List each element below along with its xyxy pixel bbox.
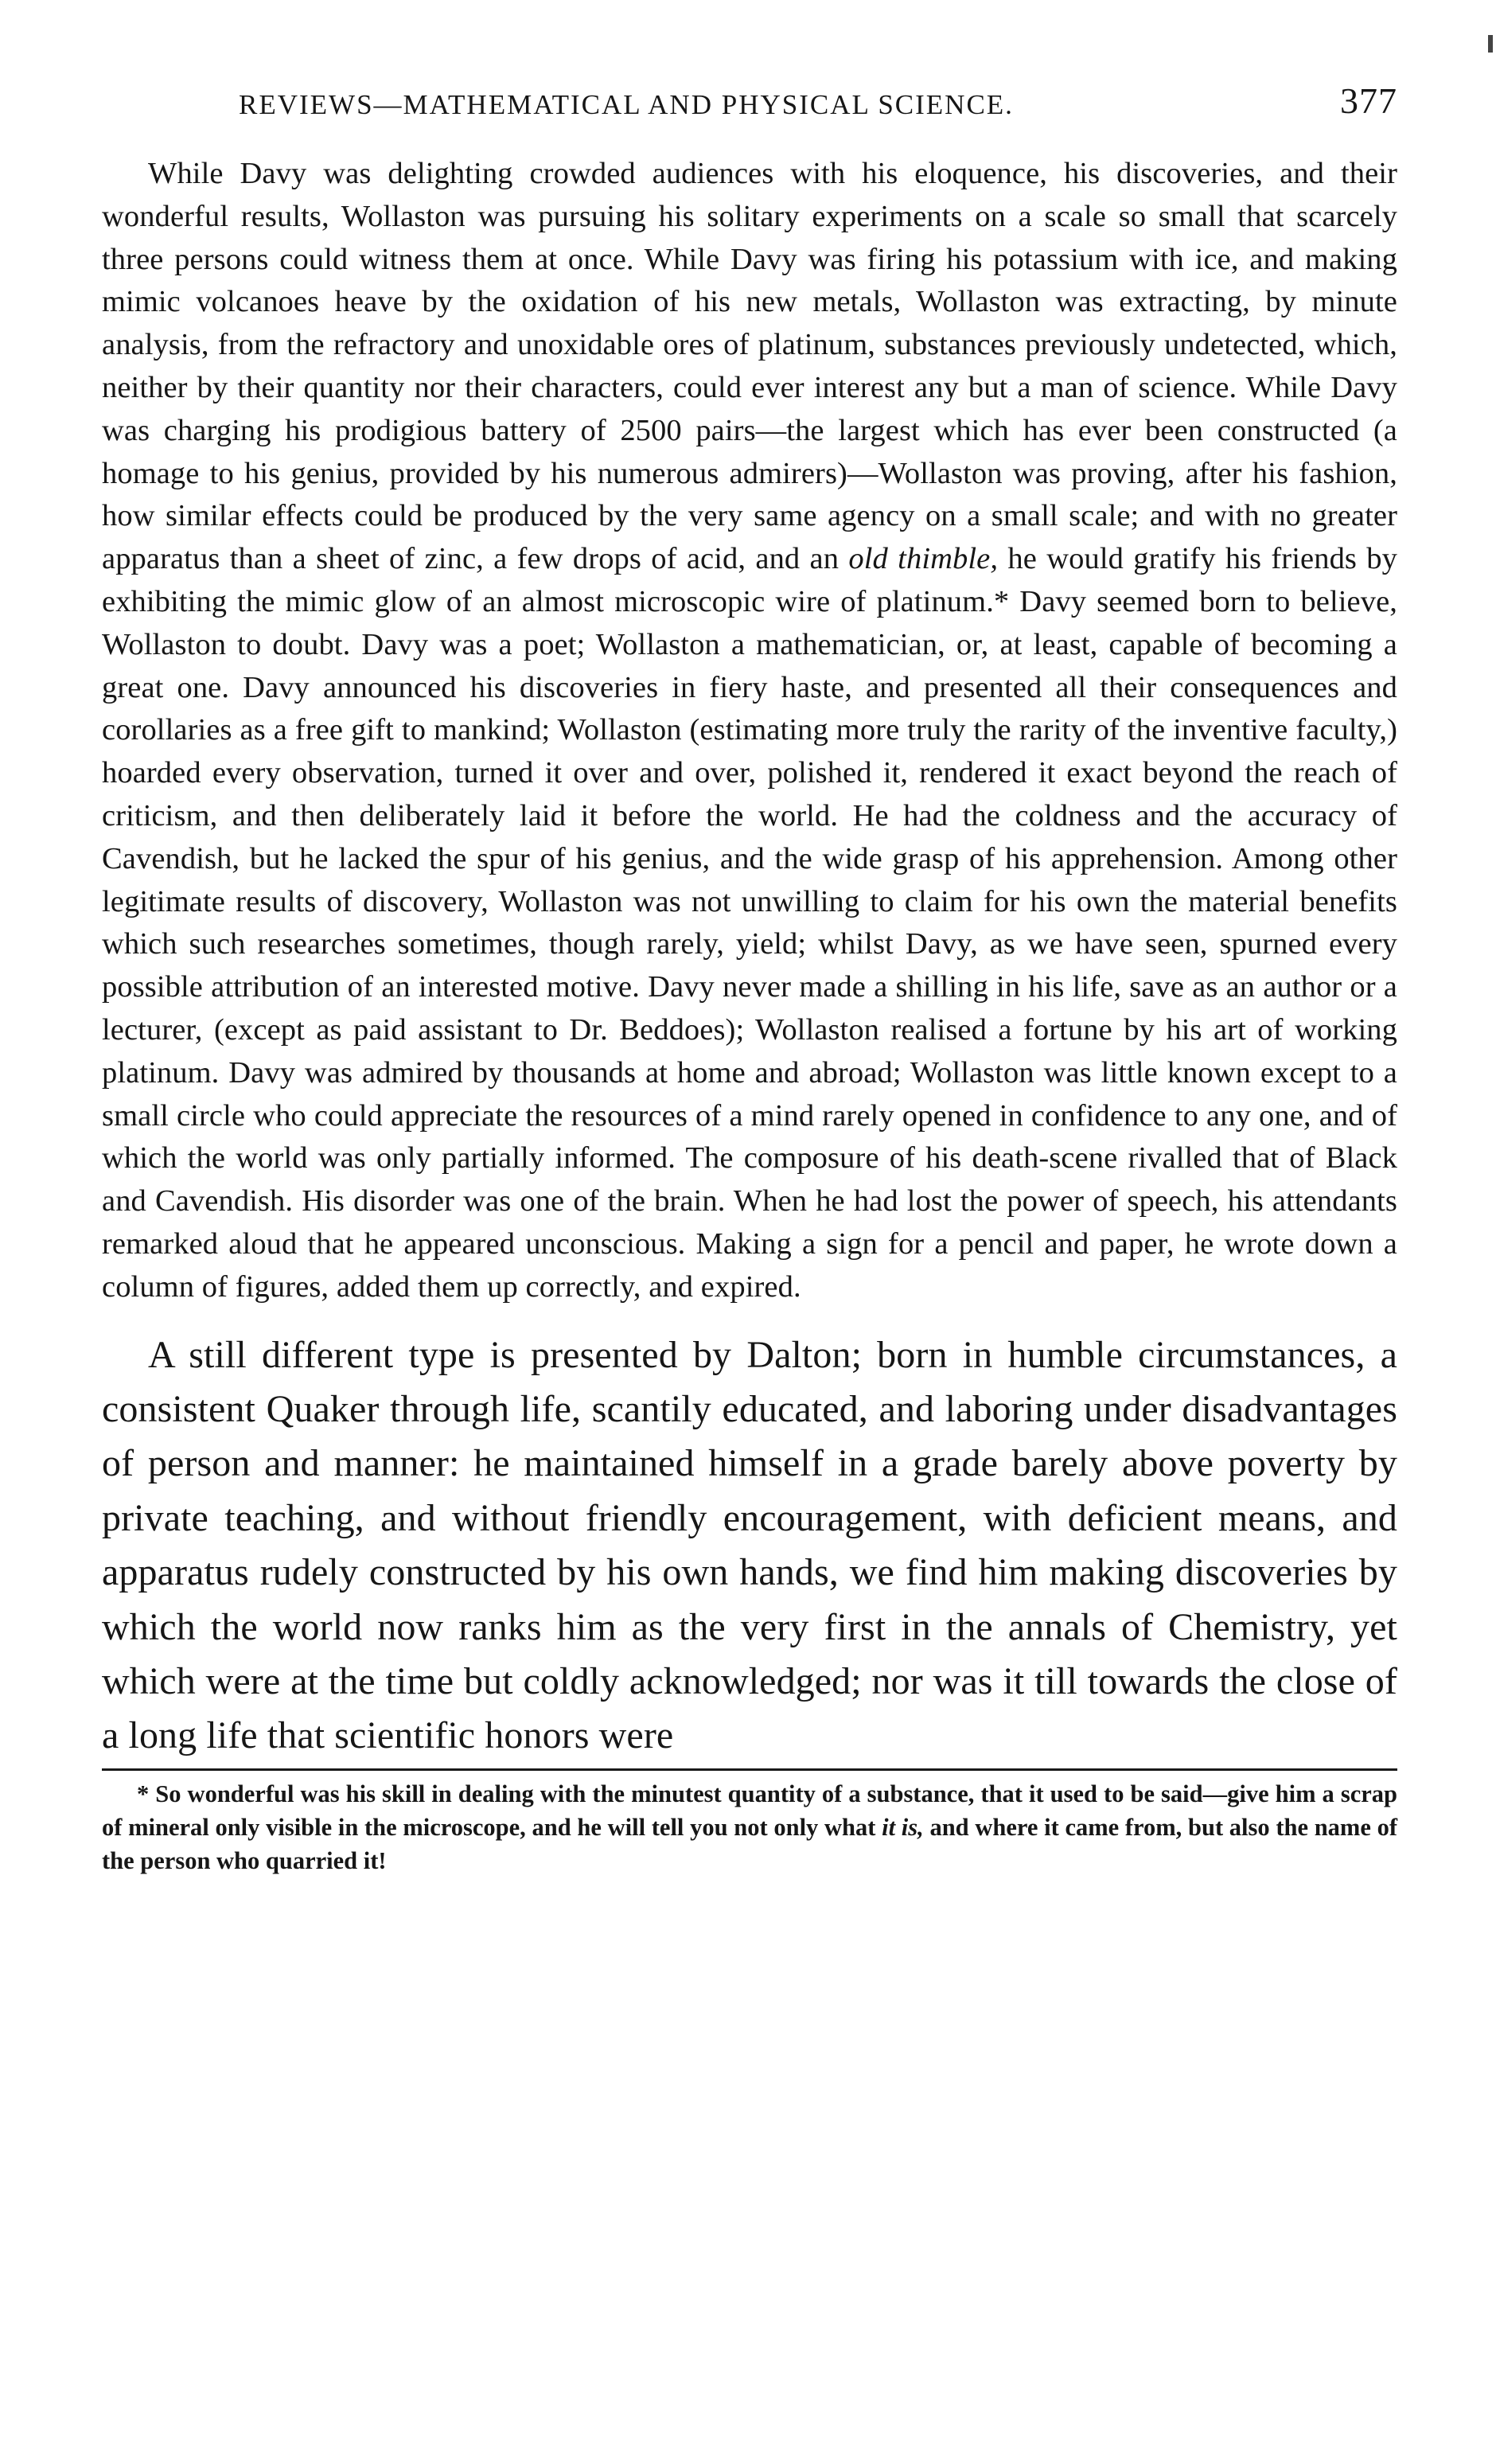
paragraph-text-continued: he would gratify his friends by exhibiting the mimic glow of an almost microscopic wire of platinum.* Davy seemed born to believe, Wollaston to doubt. Davy was a poet; Wollaston a mathematician, or, at least, capable of becoming a great one. Davy announced his discoveries in fiery haste, and presented all their consequences and corollaries as a free gift to mankind; Wollaston (estimating more truly the rarity of the inventive faculty,) hoarded every observation, turned it over and over, polished it, rendered it exact beyond the reach of criticism, and then deliberately laid it before the world. He had the coldness and the accuracy of Cavendish, but he lacked the spur of his genius, and the wide grasp of his apprehension. Among other legitimate results of discovery, Wollaston was not unwilling to claim for his own the material benefits which such researches sometimes, though rarely, yield; whilst Davy, as we have seen, spurned every possible attribution of an interested motive. Davy never made a shilling in his life, save as an author or a lecturer, (except as paid assistant to Dr. Beddoes); Wollaston realised a fortune by his art of working platinum. Davy was admired by thousands at home and abroad; Wollaston was little known except to a small circle who could appreciate the resources of a mind rarely opened in confidence to any one, and of which the world was only partially informed. The composure of his death-scene rivalled that of Black and Cavendish. His disorder was one of the brain. When he had lost the power of speech, his attendants remarked aloud that he appeared unconscious. Making a sign for a pencil and paper, he wrote down a column of figures, added them up correctly, and expired. <box>102 542 1397 1304</box>
paragraph-text: While Davy was delighting crowded audiences with his eloquence, his discoveries, and their wonderful results, Wollaston was pursuing his solitary experiments on a scale so small that scarcely three persons could witness them at once. While Davy was firing his potassium with ice, and making mimic volcanoes heave by the oxidation of his new metals, Wollaston was extracting, by minute analysis, from the refractory and unoxidable ores of platinum, substances previously undetected, which, neither by their quantity nor their characters, could ever interest any but a man of science. While Davy was charging his prodigious battery of 2500 pairs—the largest which has ever been constructed (a homage to his genius, provided by his numerous admirers)—Wollaston was proving, after his fashion, how similar effects could be produced by the very same agency on a small scale; and with no greater apparatus than a sheet of zinc, a few drops of acid, and an <box>102 157 1397 576</box>
footnote-text: * So wonderful was his skill in dealing with the minutest quantity of a substance, that it used to be said—give him a scrap of mineral only visible in the microscope, and he will tell you not only what <box>102 1780 1397 1841</box>
footnote-italic: it is, <box>882 1813 924 1841</box>
paragraph-dalton: A still different type is presented by Dalton; born in humble circumstances, a consistent Quaker through life, scantily educated, and laboring under disadvantages of person and manner: he maintained himself in a grade barely above poverty by private teaching, and without friendly encouragement, with deficient means, and apparatus rudely constructed by his own hands, we find him making discoveries by which the world now ranks him as the very first in the annals of Chemistry, yet which were at the time but coldly acknowledged; nor was it till towards the close of a long life that scientific honors were <box>102 1333 1397 1757</box>
running-head <box>102 76 1397 124</box>
footnote <box>102 1777 1397 1877</box>
italic-phrase: old thimble, <box>848 542 999 576</box>
page-number: 377 <box>1340 80 1397 121</box>
footnote-rule <box>102 1768 1397 1771</box>
page-edge-mark <box>1488 35 1493 53</box>
running-title: REVIEWS—MATHEMATICAL AND PHYSICAL SCIENCE. <box>239 89 1014 120</box>
paragraph-davy-wollaston <box>102 153 1397 1309</box>
book-page <box>102 76 1397 1877</box>
footnote-text-continued: and where it came from, but also the name of the person who quarried it! <box>102 1813 1397 1874</box>
